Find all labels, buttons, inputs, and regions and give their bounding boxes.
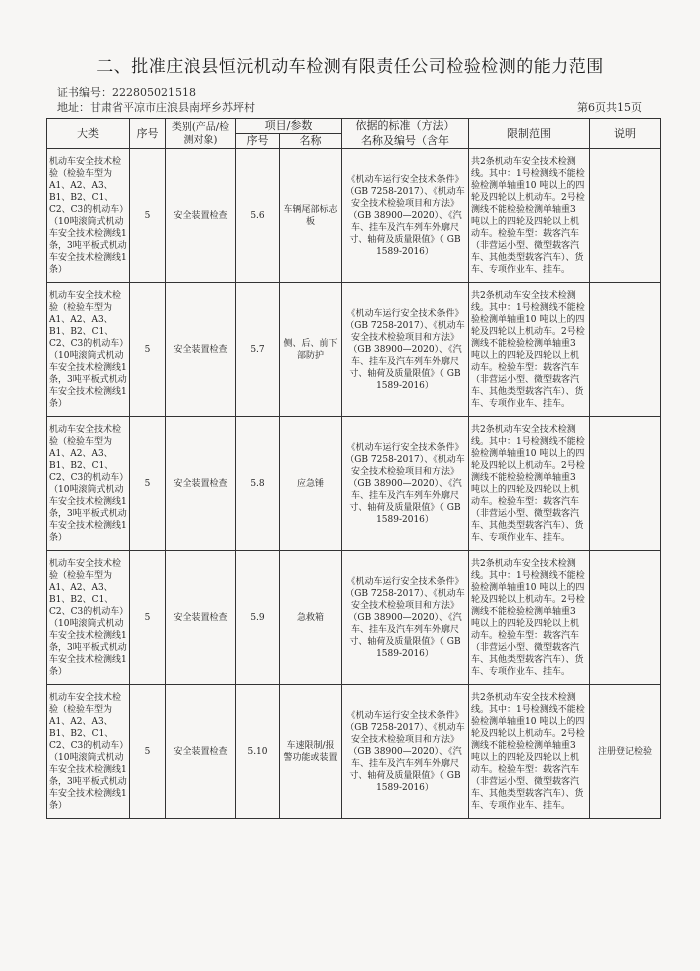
cell-type: 安全装置检查 <box>166 551 236 685</box>
cell-limit: 共2条机动车安全技术检测线。其中：1号检测线不能检验检测单轴重10 吨以上的四轮及四轮以上机动车。2号检测线不能检验检测单轴重3 吨以上的四轮及四轮以上机动车。检验车型：载客汽车（非营运小型、微型载客汽车、其他类型载客汽车）、货车、专项作业车、挂车。 <box>469 551 590 685</box>
cell-item-seq: 5.10 <box>236 685 280 819</box>
cell-category: 机动车安全技术检验（检验车型为A1、A2、A3、B1、B2、C1、C2、C3的机动车）（10吨滚筒式机动车安全技术检测线1条，3吨平板式机动车安全技术检测线1条） <box>47 417 130 551</box>
cell-seq: 5 <box>130 417 166 551</box>
cell-note <box>590 417 661 551</box>
cell-seq: 5 <box>130 685 166 819</box>
header-project: 项目/参数 <box>236 119 342 134</box>
cell-standard: 《机动车运行安全技术条件》（GB 7258-2017）、《机动车安全技术检验项目和方法》（GB 38900—2020）、《汽车、挂车及汽车列车外廓尺寸、轴荷及质量限值》（ GB 1589-2016） <box>342 551 469 685</box>
address: 地址：甘肃省平凉市庄浪县南坪乡苏坪村 <box>57 101 255 114</box>
header-standard-bottom: 名称及编号（含年 <box>342 134 469 149</box>
cell-seq: 5 <box>130 283 166 417</box>
table-row <box>47 283 661 417</box>
header-note: 说明 <box>590 119 661 149</box>
cell-seq: 5 <box>130 551 166 685</box>
cell-limit: 共2条机动车安全技术检测线。其中：1号检测线不能检验检测单轴重10 吨以上的四轮及四轮以上机动车。2号检测线不能检验检测单轴重3 吨以上的四轮及四轮以上机动车。检验车型：载客汽车（非营运小型、微型载客汽车、其他类型载客汽车）、货车、专项作业车、挂车。 <box>469 283 590 417</box>
cell-note <box>590 283 661 417</box>
table-row <box>47 417 661 551</box>
cell-limit: 共2条机动车安全技术检测线。其中：1号检测线不能检验检测单轴重10 吨以上的四轮及四轮以上机动车。2号检测线不能检验检测单轴重3 吨以上的四轮及四轮以上机动车。检验车型：载客汽车（非营运小型、微型载客汽车、其他类型载客汽车）、货车、专项作业车、挂车。 <box>469 149 590 283</box>
cell-type: 安全装置检查 <box>166 685 236 819</box>
cell-item-name: 应急锤 <box>280 417 342 551</box>
cell-item-name: 车辆尾部标志板 <box>280 149 342 283</box>
header-project-seq: 序号 <box>236 134 280 149</box>
cell-item-name: 车速限制/报警功能或装置 <box>280 685 342 819</box>
cell-standard: 《机动车运行安全技术条件》（GB 7258-2017）、《机动车安全技术检验项目和方法》（GB 38900—2020）、《汽车、挂车及汽车列车外廓尺寸、轴荷及质量限值》（ GB 1589-2016） <box>342 417 469 551</box>
cell-standard: 《机动车运行安全技术条件》（GB 7258-2017）、《机动车安全技术检验项目和方法》（GB 38900—2020）、《汽车、挂车及汽车列车外廓尺寸、轴荷及质量限值》（ GB 1589-2016） <box>342 149 469 283</box>
cell-type: 安全装置检查 <box>166 417 236 551</box>
cell-category: 机动车安全技术检验（检验车型为A1、A2、A3、B1、B2、C1、C2、C3的机动车）（10吨滚筒式机动车安全技术检测线1条，3吨平板式机动车安全技术检测线1条） <box>47 149 130 283</box>
header-limit: 限制范围 <box>469 119 590 149</box>
cell-item-seq: 5.9 <box>236 551 280 685</box>
cell-item-seq: 5.7 <box>236 283 280 417</box>
table-row <box>47 551 661 685</box>
cell-item-name: 急救箱 <box>280 551 342 685</box>
cell-category: 机动车安全技术检验（检验车型为A1、A2、A3、B1、B2、C1、C2、C3的机动车）（10吨滚筒式机动车安全技术检测线1条，3吨平板式机动车安全技术检测线1条） <box>47 685 130 819</box>
cell-standard: 《机动车运行安全技术条件》（GB 7258-2017）、《机动车安全技术检验项目和方法》（GB 38900—2020）、《汽车、挂车及汽车列车外廓尺寸、轴荷及质量限值》（ GB 1589-2016） <box>342 685 469 819</box>
cell-seq: 5 <box>130 149 166 283</box>
cell-limit: 共2条机动车安全技术检测线。其中：1号检测线不能检验检测单轴重10 吨以上的四轮及四轮以上机动车。2号检测线不能检验检测单轴重3 吨以上的四轮及四轮以上机动车。检验车型：载客汽车（非营运小型、微型载客汽车、其他类型载客汽车）、货车、专项作业车、挂车。 <box>469 685 590 819</box>
header-seq: 序号 <box>130 119 166 149</box>
page-title: 二、批准庄浪县恒沅机动车检测有限责任公司检验检测的能力范围 <box>96 57 604 77</box>
header-category: 大类 <box>47 119 130 149</box>
page-number: 第6页共15页 <box>577 101 642 114</box>
cell-note: 注册登记检验 <box>590 685 661 819</box>
cell-item-seq: 5.8 <box>236 417 280 551</box>
cell-type: 安全装置检查 <box>166 283 236 417</box>
table-row <box>47 685 661 819</box>
cell-type: 安全装置检查 <box>166 149 236 283</box>
cell-limit: 共2条机动车安全技术检测线。其中：1号检测线不能检验检测单轴重10 吨以上的四轮及四轮以上机动车。2号检测线不能检验检测单轴重3 吨以上的四轮及四轮以上机动车。检验车型：载客汽车（非营运小型、微型载客汽车、其他类型载客汽车）、货车、专项作业车、挂车。 <box>469 417 590 551</box>
header-project-name: 名称 <box>280 134 342 149</box>
cell-item-seq: 5.6 <box>236 149 280 283</box>
cell-category: 机动车安全技术检验（检验车型为A1、A2、A3、B1、B2、C1、C2、C3的机动车）（10吨滚筒式机动车安全技术检测线1条，3吨平板式机动车安全技术检测线1条） <box>47 283 130 417</box>
header-standard-top: 依据的标准（方法） <box>342 119 469 134</box>
cell-note <box>590 149 661 283</box>
cell-item-name: 侧、后、前下部防护 <box>280 283 342 417</box>
header-type: 类别(产品/检测对象) <box>166 119 236 149</box>
cell-standard: 《机动车运行安全技术条件》（GB 7258-2017）、《机动车安全技术检验项目和方法》（GB 38900—2020）、《汽车、挂车及汽车列车外廓尺寸、轴荷及质量限值》（ GB 1589-2016） <box>342 283 469 417</box>
table-row <box>47 149 661 283</box>
cell-note <box>590 551 661 685</box>
certificate-number: 证书编号：222805021518 <box>57 86 196 99</box>
cell-category: 机动车安全技术检验（检验车型为A1、A2、A3、B1、B2、C1、C2、C3的机动车）（10吨滚筒式机动车安全技术检测线1条，3吨平板式机动车安全技术检测线1条） <box>47 551 130 685</box>
scope-table <box>46 118 661 819</box>
